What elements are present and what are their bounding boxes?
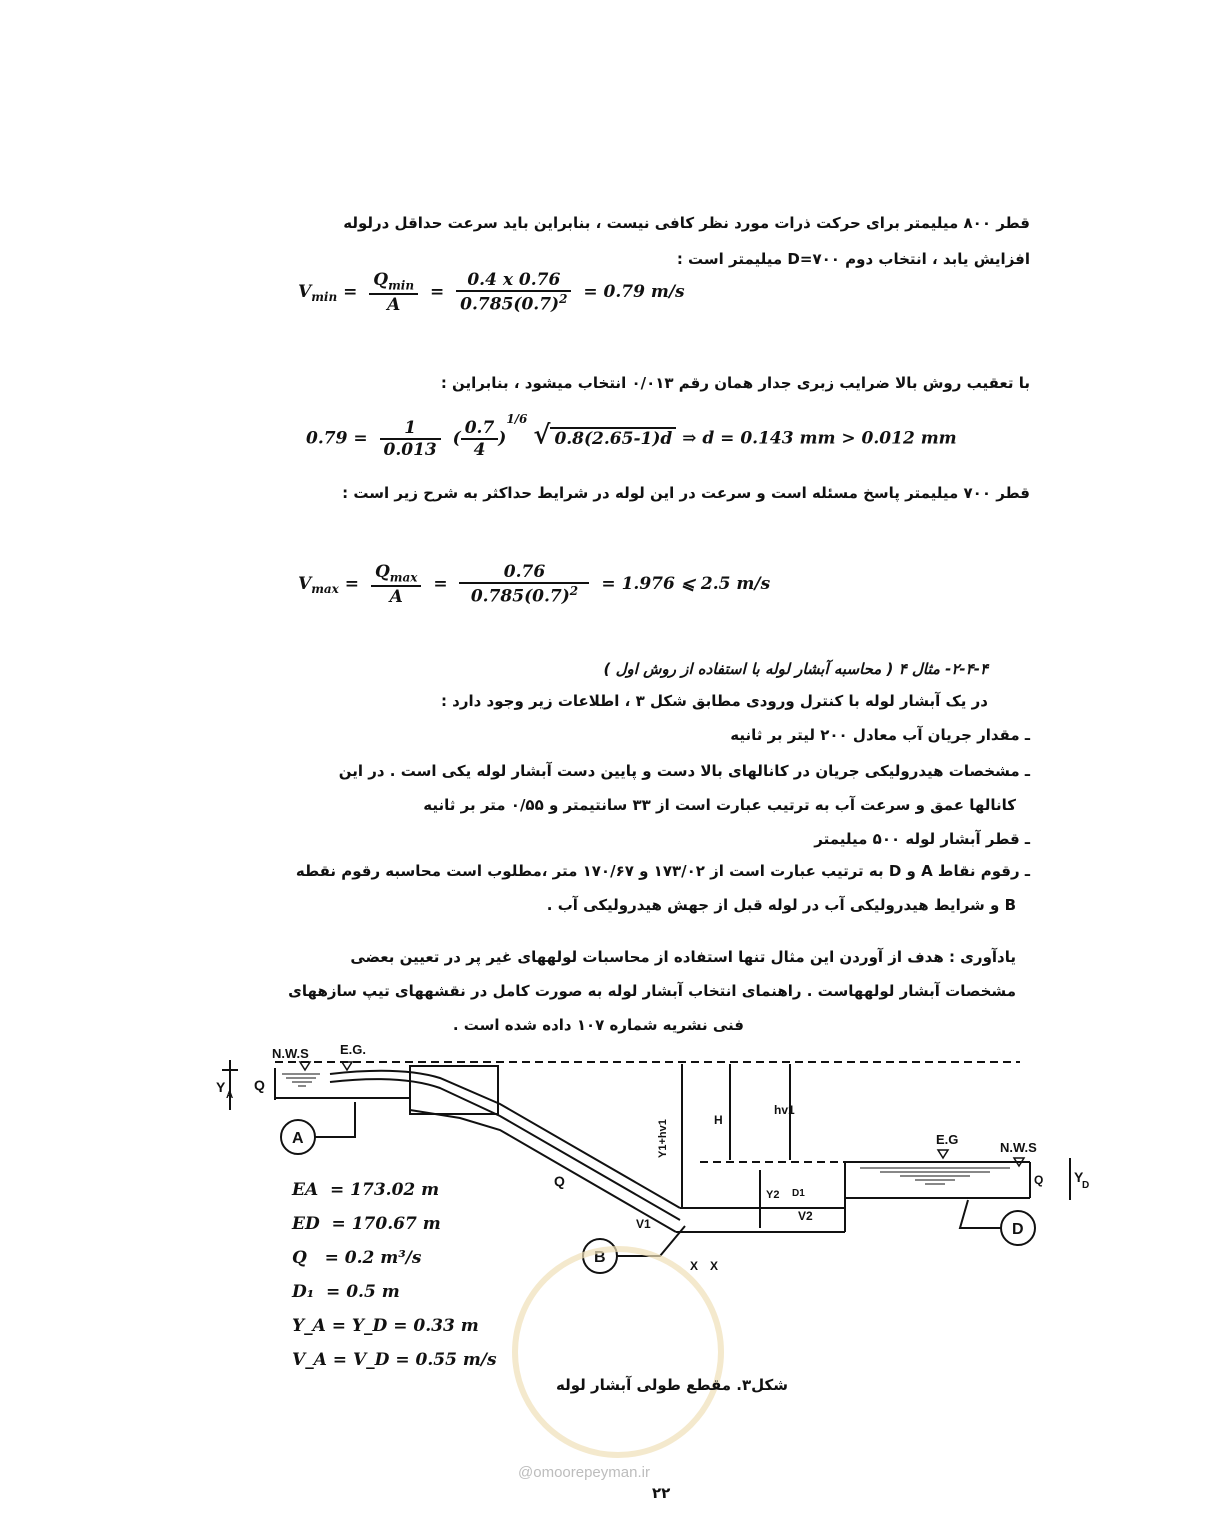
param-d1-name: D₁ [292,1282,315,1302]
param-ea-value: = 173.02 m [330,1180,440,1200]
q-right-label: Q [1034,1173,1044,1187]
param-ya-yd [292,1316,479,1336]
figure-caption: شکل۳. مقطع طولی آبشار لوله [556,1376,788,1394]
paragraph-1-line-2: افزایش یابد ، انتخاب دوم ۷۰۰=D میلیمتر است : [676,250,1030,268]
list-item: B و شرایط هیدرولیکی آب در لوله قبل از جهش هیدرولیکی آب . [546,896,1016,914]
v2-label: V2 [798,1209,813,1223]
note-line-1: یادآوری : هدف از آوردن این مثال تنها استفاده از محاسبات لولههای غیر پر در تعیین بعضی [350,948,1016,966]
vmax-frac1-num: Q [374,562,390,583]
page-number: ۲۲ [652,1484,671,1502]
nws-left-label: N.W.S [272,1046,309,1061]
param-ea-name: EA [292,1180,319,1200]
param-ed [292,1214,441,1234]
vmax-frac2-den: 0.785(0.7) [470,586,570,607]
note-line-3: فنی نشریه شماره ۱۰۷ داده شده است . [452,1016,744,1034]
param-d1 [292,1282,400,1302]
manning-paren-num: 0.7 [461,418,499,440]
h-label: H [714,1113,723,1127]
param-va-vd [292,1350,497,1370]
yd-sub-label: D [1082,1180,1090,1191]
nws-left-marker [300,1062,310,1070]
section-heading: ۲-۴-۴- مثال ۴ ( محاسبه آبشار لوله با استفاده از روش اول ) [603,660,988,678]
ya-sub-label: A [226,1090,234,1101]
vmin-frac1-num-sub: min [388,278,415,293]
yd-label: Y [1074,1169,1084,1185]
paragraph-1-line-1: قطر ۸۰۰ میلیمتر برای حرکت ذرات مورد نظر کافی نیست ، بنابراین باید سرعت حداقل درلوله [343,214,1030,232]
point-d-label: D [1012,1221,1024,1238]
x2-label: X [710,1259,719,1273]
param-q-name: Q [292,1248,307,1268]
watermark-seal [512,1246,724,1458]
vmax-lhs-sub: max [311,582,339,597]
param-ya-yd-value: = 0.33 m [393,1316,479,1336]
paragraph-2: با تعقیب روش بالا ضرایب زبری جدار همان رقم ۰/۰۱۳ انتخاب میشود ، بنابراین : [440,374,1030,392]
param-q-value: = 0.2 m³/s [324,1248,422,1268]
param-q [292,1248,421,1268]
eg-left-marker [342,1062,352,1070]
manning-paren-den: 4 [473,440,486,460]
point-a-label: A [292,1130,304,1147]
vmin-frac2-den-sup: 2 [559,292,568,306]
manning-exp: 1/6 [506,411,528,426]
vmax-lhs: V [298,573,312,594]
vmax-frac1-den: A [389,586,403,607]
d1-label: D1 [792,1188,805,1199]
vmax-frac2-num: 0.76 [459,562,589,584]
manning-sqrt-body: 0.8(2.65-1)d [550,427,676,449]
eg-right-label: E.G [936,1132,959,1147]
vmin-result: = 0.79 m/s [583,281,685,302]
nws-right-label: N.W.S [1000,1140,1037,1155]
vmax-result: = 1.976 ⩽ 2.5 m/s [601,573,771,594]
paragraph-3: قطر ۷۰۰ میلیمتر پاسخ مسئله است و سرعت در این لوله در شرایط حداکثر به شرح زیر است : [342,484,1030,502]
param-va-vd-value: = 0.55 m/s [395,1350,497,1370]
y2-label: Y2 [766,1189,780,1201]
param-d1-value: = 0.5 m [326,1282,400,1302]
y1hv1-label: Y1+hv1 [657,1119,669,1158]
param-ea [292,1180,439,1200]
sqrt-icon: √ [533,420,551,451]
vmax-frac2-den-sup: 2 [569,584,579,598]
equation-vmax: $V_{max}$ = $\frac{Q_{max}}{A}$ = $\frac{0.76}{0.785(0.7)^2}$ = 1.976 ⩽ 2.5 m/s [298,562,771,607]
q-left-label: Q [254,1077,265,1093]
list-item: کانالها عمق و سرعت آب به ترتیب عبارت است از ۳۳ سانتیمتر و ۰/۵۵ متر بر ثانیه [423,796,1016,814]
hv1-label: hv1 [774,1103,795,1117]
param-va-vd-name: V_A = V_D [292,1350,390,1370]
equation-manning: 0.79 = $\frac{1}{0.013}$ ( $\frac{0.7}{4}$ )$^{1/6}$ √ 0.8(2.65-1)d ⇒ d = 0.143 mm > 0.012 mm [306,411,957,460]
param-ed-name: ED [292,1214,320,1234]
equation-vmin: $V_{min}$ = $\frac{Q_{min}}{A}$ = $\frac{0.4 x 0.76}{0.785(0.7)^2}$ = 0.79 m/s [298,270,685,315]
eg-left-label: E.G. [340,1042,367,1057]
q-pipe-label: Q [554,1173,565,1189]
section-intro: در یک آبشار لوله با کنترل ورودی مطابق شکل ۳ ، اطلاعات زیر وجود دارد : [440,692,988,710]
vmin-lhs-sub: min [311,290,338,305]
manning-frac-den: 0.013 [383,440,437,460]
x1-label: X [690,1259,699,1273]
list-item: ـ مشخصات هیدرولیکی جریان در کانالهای بالا دست و پایین دست آبشار لوله یکی است . در این [338,762,1030,780]
param-ed-value: = 170.67 m [331,1214,441,1234]
list-item: ـ مقدار جریان آب معادل ۲۰۰ لیتر بر ثانیه [730,726,1030,744]
vmax-frac1-num-sub: max [389,570,418,585]
ya-label: Y [216,1079,226,1095]
vmin-frac2-num: 0.4 x 0.76 [456,270,571,292]
manning-frac-num: 1 [380,418,441,440]
list-item: ـ قطر آبشار لوله ۵۰۰ میلیمتر [814,830,1030,848]
v1-label: V1 [636,1217,651,1231]
point-b-label: B [594,1249,606,1266]
manning-result: ⇒ d = 0.143 mm > 0.012 mm [682,428,957,449]
param-ya-yd-name: Y_A = Y_D [292,1316,388,1336]
list-item: ـ رقوم نقاط A و D به ترتیب عبارت است از ۱۷۳/۰۲ و ۱۷۰/۶۷ متر ،مطلوب است محاسبه رقوم نقطه [295,862,1030,880]
watermark-url: @omoorepeyman.ir [518,1464,650,1481]
vmin-frac1-num: Q [373,270,389,291]
note-line-2: مشخصات آبشار لولههاست . راهنمای انتخاب آبشار لوله به صورت کامل در نقشههای تیپ سازههای [288,982,1016,1000]
vmin-frac2-den: 0.785(0.7) [460,294,560,315]
eg-right-marker [938,1150,948,1158]
vmin-lhs: V [298,281,312,302]
manning-lhs: 0.79 [306,428,348,449]
vmin-frac1-den: A [387,294,401,315]
